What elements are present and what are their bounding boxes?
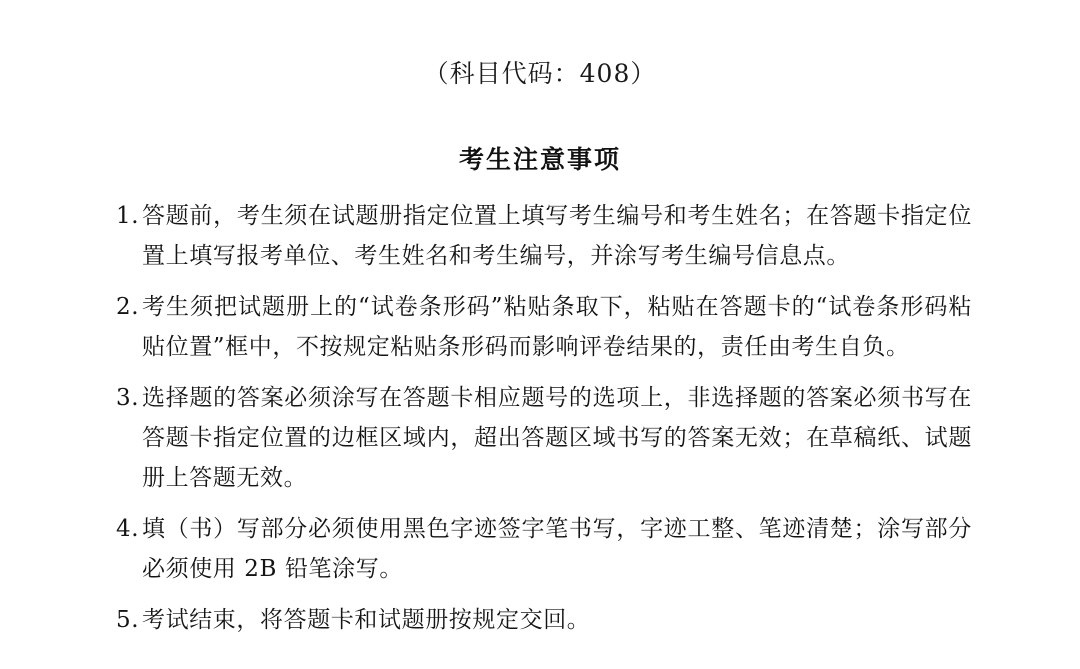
- notice-item-number: 3.: [116, 385, 140, 411]
- notice-item: [116, 287, 972, 367]
- notice-item-number: 2.: [116, 294, 140, 320]
- notice-item: [116, 196, 972, 276]
- notice-title: 考生注意事项: [458, 145, 621, 174]
- notice-item-text: 考试结束，将答题卡和试题册按规定交回。: [142, 607, 591, 633]
- notice-item: [116, 600, 972, 640]
- notice-item-number: 5.: [116, 607, 140, 633]
- notice-list: [116, 196, 972, 651]
- notice-item-text: 考生须把试题册上的“试卷条形码”粘贴条取下，粘贴在答题卡的“试卷条形码粘贴位置”框中，不按规定粘贴条形码而影响评卷结果的，责任由考生自负。: [142, 294, 972, 360]
- notice-item-text: 选择题的答案必须涂写在答题卡相应题号的选项上，非选择题的答案必须书写在答题卡指定位置的边框区域内，超出答题区域书写的答案无效；在草稿纸、试题册上答题无效。: [142, 385, 972, 491]
- notice-item-text: 填（书）写部分必须使用黑色字迹签字笔书写，字迹工整、笔迹清楚；涂写部分必须使用 2B 铅笔涂写。: [142, 516, 972, 582]
- notice-item-number: 4.: [116, 516, 140, 542]
- subject-code: （科目代码：408）: [423, 59, 657, 88]
- notice-item-text: 答题前，考生须在试题册指定位置上填写考生编号和考生姓名；在答题卡指定位置上填写报考单位、考生姓名和考生编号，并涂写考生编号信息点。: [142, 203, 972, 269]
- notice-item: [116, 509, 972, 589]
- notice-item: [116, 378, 972, 498]
- notice-item-number: 1.: [116, 203, 140, 229]
